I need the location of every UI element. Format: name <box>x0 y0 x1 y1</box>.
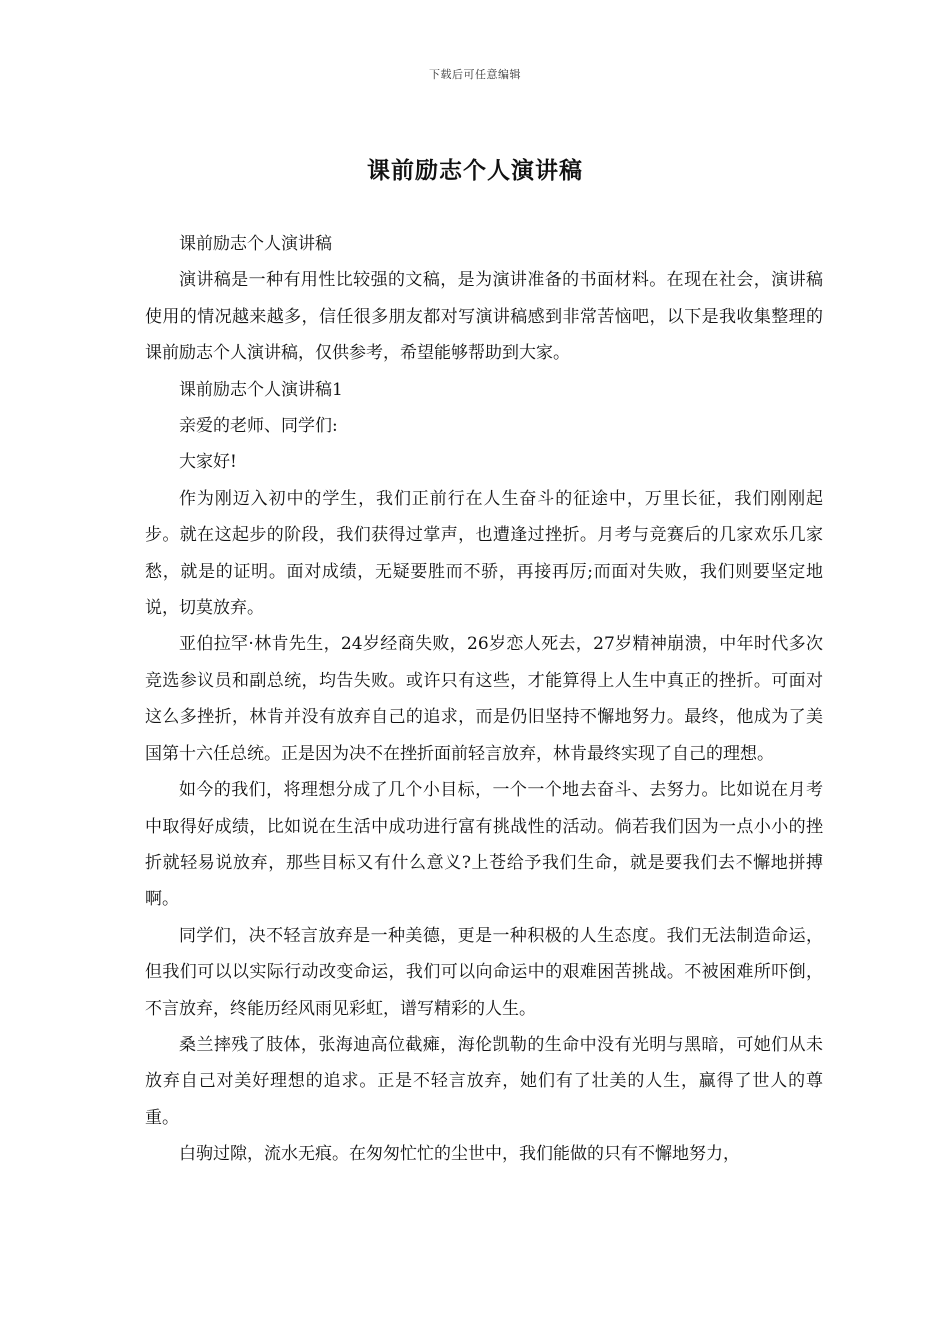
paragraph-salutation: 亲爱的老师、同学们: <box>179 416 338 437</box>
paragraph-body: 作为刚迈入初中的学生，我们正前行在人生奋斗的征途中，万里长征，我们刚刚起步。就在这起步的阶段，我们获得过掌声，也遭逢过挫折。月考与竞赛后的几家欢乐几家愁，就是的证明。面对成绩，无疑要胜而不骄，再接再厉;而面对失败，我们则要坚定地说，切莫放弃。 <box>145 488 823 619</box>
paragraph-speech-heading: 课前励志个人演讲稿1 <box>179 379 343 400</box>
paragraph-intro: 演讲稿是一种有用性比较强的文稿，是为演讲准备的书面材料。在现在社会，演讲稿使用的情况越来越多，信任很多朋友都对写演讲稿感到非常苦恼吧，以下是我收集整理的课前励志个人演讲稿，仅供参考，希望能够帮助到大家。 <box>145 270 823 364</box>
document-title: 课前励志个人演讲稿 <box>367 157 583 184</box>
header-note: 下载后可任意编辑 <box>429 68 521 81</box>
paragraph-body: 同学们，决不轻言放弃是一种美德，更是一种积极的人生态度。我们无法制造命运，但我们可以以实际行动改变命运，我们可以向命运中的艰难困苦挑战。不被困难所吓倒，不言放弃，终能历经风雨见彩虹，谱写精彩的人生。 <box>145 925 823 1019</box>
paragraph-greeting: 大家好! <box>179 452 237 473</box>
document-body <box>145 226 823 1173</box>
paragraph-subtitle: 课前励志个人演讲稿 <box>179 234 332 254</box>
paragraph-body: 亚伯拉罕·林肯先生，24岁经商失败，26岁恋人死去，27岁精神崩溃，中年时代多次竞选参议员和副总统，均告失败。或许只有这些，才能算得上人生中真正的挫折。可面对这么多挫折，林肯并没有放弃自己的追求，而是仍旧坚持不懈地努力。最终，他成为了美国第十六任总统。正是因为决不在挫折面前轻言放弃，林肯最终实现了自己的理想。 <box>145 634 823 764</box>
paragraph-body: 桑兰摔残了肢体，张海迪高位截瘫，海伦凯勒的生命中没有光明与黑暗，可她们从未放弃自己对美好理想的追求。正是不轻言放弃，她们有了壮美的人生，赢得了世人的尊重。 <box>145 1034 823 1128</box>
paragraph-body: 白驹过隙，流水无痕。在匆匆忙忙的尘世中，我们能做的只有不懈地努力， <box>179 1144 740 1165</box>
paragraph-body: 如今的我们，将理想分成了几个小目标，一个一个地去奋斗、去努力。比如说在月考中取得好成绩，比如说在生活中成功进行富有挑战性的活动。倘若我们因为一点小小的挫折就轻易说放弃，那些目标又有什么意义?上苍给予我们生命，就是要我们去不懈地拼搏啊。 <box>145 780 823 910</box>
